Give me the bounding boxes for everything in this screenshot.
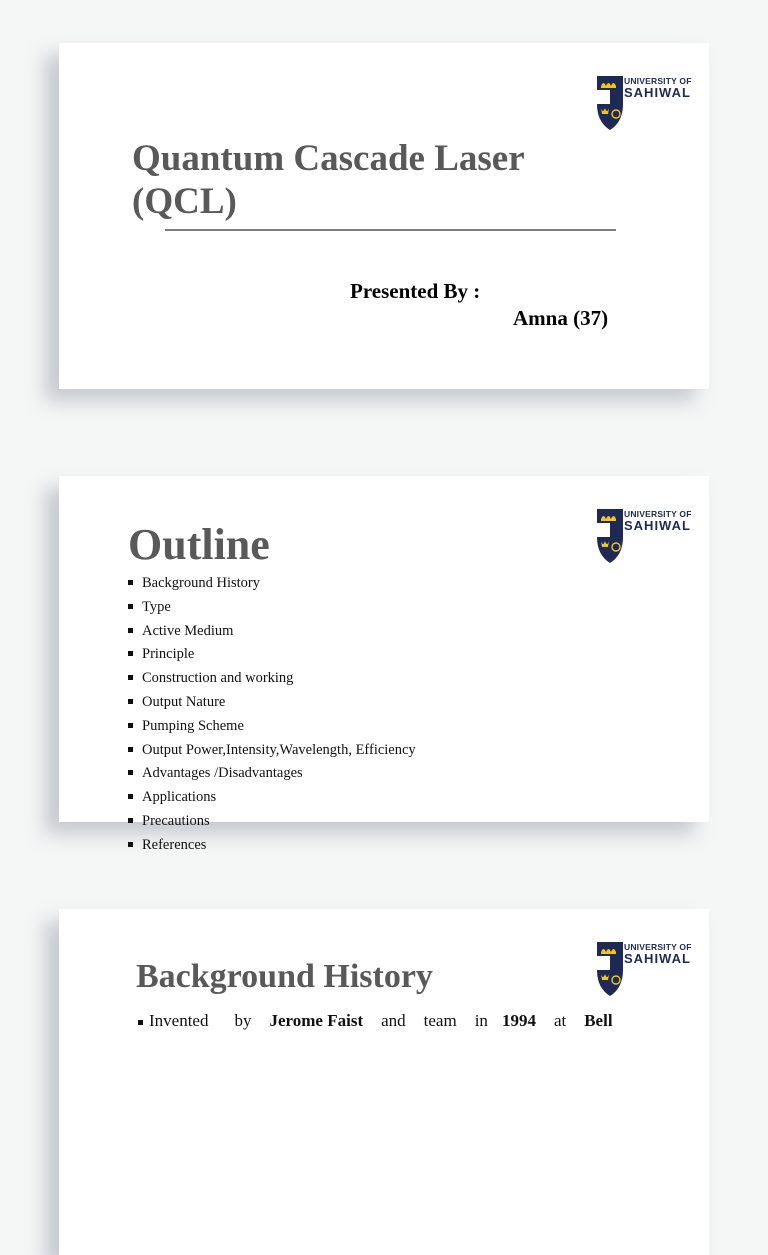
shield-crest-icon (596, 74, 624, 132)
bh-word-bold: Jerome Faist (269, 1011, 364, 1030)
outline-item-label: References (142, 836, 207, 853)
university-logo (596, 74, 692, 132)
bh-word: in (474, 1011, 488, 1030)
logo-line-1: UNIVERSITY OF (624, 942, 692, 952)
logo-line-1: UNIVERSITY OF (624, 509, 692, 519)
slide-background-history (59, 909, 709, 1255)
outline-item-label: Applications (142, 789, 217, 806)
outline-item-label: Pumping Scheme (142, 717, 244, 734)
logo-line-2: SAHIWAL (624, 85, 691, 100)
outline-item-label: Output Power,Intensity,Wavelength, Efficiency (142, 741, 416, 758)
university-logo (596, 507, 692, 565)
bullet-icon (128, 818, 133, 823)
outline-item (128, 691, 416, 715)
bh-word: by (234, 1011, 252, 1030)
bullet-icon (128, 770, 133, 775)
slide-outline (59, 476, 709, 853)
bullet-icon (128, 794, 133, 799)
shield-crest-icon (596, 940, 624, 998)
outline-item-label: Output Nature (142, 693, 226, 710)
bullet-icon (128, 651, 133, 656)
outline-item (128, 667, 416, 691)
outline-item (128, 596, 416, 620)
background-history-first-line (138, 1011, 658, 1031)
university-logo (596, 940, 692, 998)
bh-text (149, 1011, 613, 1030)
logo-line-2: SAHIWAL (624, 518, 691, 533)
outline-item-label: Background History (142, 575, 260, 591)
outline-item (128, 572, 416, 596)
outline-item (128, 834, 416, 858)
bullet-icon (128, 580, 133, 585)
outline-item (128, 643, 416, 667)
outline-item-label: Type (142, 598, 171, 615)
slide-title-text: Quantum Cascade Laser (QCL) (132, 138, 524, 222)
outline-item (128, 715, 416, 739)
logo-line-2: SAHIWAL (624, 951, 691, 966)
outline-list (128, 572, 416, 858)
outline-item (128, 762, 416, 786)
outline-item-label: Active Medium (142, 622, 234, 639)
slide-title (59, 43, 709, 389)
outline-item (128, 810, 416, 834)
bh-word: at (553, 1011, 567, 1030)
presenter-name: Amna (37) (513, 306, 609, 330)
shield-crest-icon (596, 507, 624, 565)
bh-word-bold: 1994 (501, 1011, 536, 1030)
logo-line-1: UNIVERSITY OF (624, 76, 692, 86)
outline-item-label: Advantages /Disadvantages (142, 765, 303, 782)
bullet-icon (128, 675, 133, 680)
background-history-title: Background History (136, 958, 433, 995)
outline-item (128, 620, 416, 644)
bullet-icon (128, 699, 133, 704)
bullet-icon (128, 842, 133, 847)
bullet-icon (128, 604, 133, 609)
outline-item (128, 786, 416, 810)
bh-word: Invented (149, 1011, 209, 1030)
bullet-icon (128, 723, 133, 728)
outline-item (128, 739, 416, 763)
title-divider (165, 229, 616, 231)
outline-item-label: Construction and working (142, 670, 294, 687)
outline-title: Outline (128, 520, 270, 569)
bh-word: team (423, 1011, 457, 1030)
presented-by-label: Presented By : (350, 279, 481, 303)
bullet-icon (128, 628, 133, 633)
bullet-icon (128, 747, 133, 752)
outline-item-label: Precautions (142, 812, 210, 829)
bh-word-bold: Bell (584, 1011, 613, 1030)
outline-item-label: Principle (142, 646, 195, 663)
bh-word: and (381, 1011, 406, 1030)
